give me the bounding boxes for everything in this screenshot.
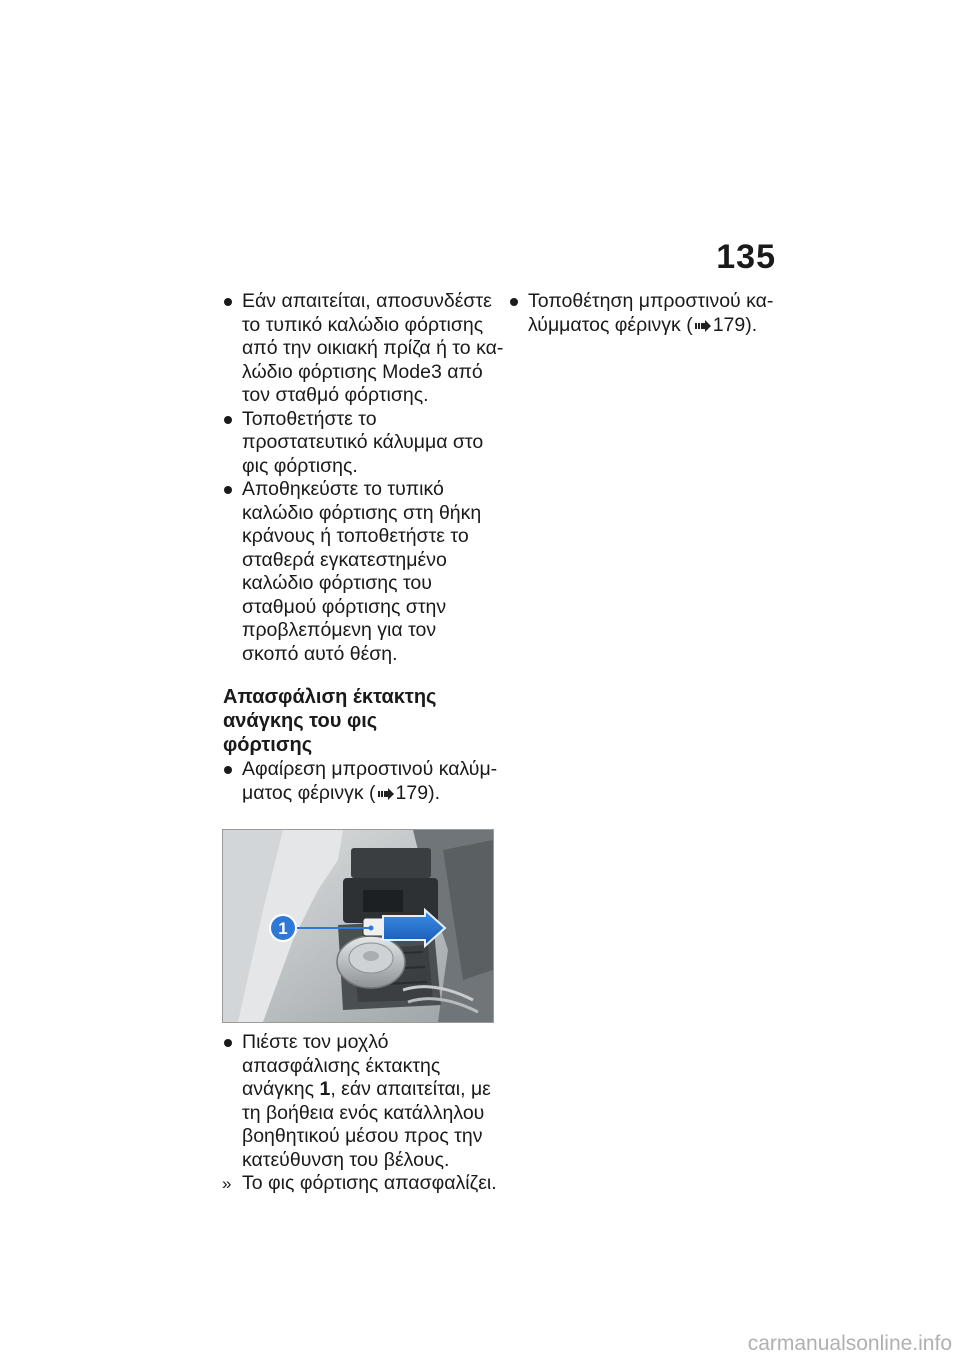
- list-item: [222, 478, 492, 666]
- list-item: [222, 408, 504, 479]
- step-text-after: , εάν απαιτείται, με τη βοήθεια ενός κατάλληλου βοηθητικού μέσου προς την κατεύθυνση του βέλους.: [242, 1078, 491, 1171]
- step-reference-number: 1: [319, 1078, 331, 1100]
- ref-text-after: ).: [745, 313, 758, 336]
- list-item: [222, 290, 504, 408]
- bullet-icon: [224, 416, 232, 424]
- ref-page-number[interactable]: 179: [395, 781, 429, 804]
- list-item-text: Τοποθετήστε το προστατευτικό κάλυμμα στο φις φόρτισης.: [242, 407, 484, 477]
- result-marker-icon: »: [222, 1174, 232, 1193]
- bullet-icon: [224, 486, 232, 494]
- step-text-before: Πιέστε τον μοχλό απασφάλισης έκτακτης ανάγκης: [242, 1031, 441, 1100]
- list-item: [222, 1031, 497, 1172]
- bullet-icon: [224, 1039, 232, 1047]
- ref-text-before: Τοποθέτηση μπροστινού κα-λύμματος φέρινγκ (: [528, 290, 774, 336]
- callout-label: 1: [278, 919, 288, 938]
- photo-illustration: [223, 830, 493, 1022]
- page-reference-arrow-icon: [378, 788, 394, 800]
- result-item: [222, 1172, 504, 1196]
- charging-plug-release-illustration: [222, 829, 494, 1023]
- left-column: [222, 290, 504, 1196]
- bullet-icon: [224, 298, 232, 306]
- bullet-icon: [510, 298, 518, 306]
- list-item: [508, 290, 778, 337]
- ref-text-before: Αφαίρεση μπροστινού καλύμ-ματος φέρινγκ (: [242, 758, 498, 804]
- list-item-text: Αποθηκεύστε το τυπικό καλώδιο φόρτισης στη θήκη κράνους ή τοποθετήστε το σταθερά εγκατεστημένο καλώδιο φόρτισης του σταθμού φόρτισης στην προβλεπόμενη για τον σκοπό αυτό θέση.: [242, 478, 482, 665]
- result-text: Το φις φόρτισης απασφαλίζει.: [242, 1172, 497, 1194]
- list-item: [222, 758, 504, 805]
- page-number: 135: [716, 238, 776, 276]
- section-heading: Απασφάλιση έκτακτης ανάγκης του φις φόρτισης: [223, 686, 437, 756]
- watermark: carmanualsonline.info: [747, 1332, 952, 1355]
- page-reference-arrow-icon: [695, 320, 711, 332]
- ref-text-after: ).: [428, 781, 440, 804]
- right-column: [508, 290, 774, 337]
- list-item-text: Εάν απαιτείται, αποσυνδέστε το τυπικό καλώδιο φόρτισης από την οικιακή πρίζα ή το κα-λώδιο φόρτισης Mode3 από τον σταθμό φόρτισης.: [242, 290, 504, 406]
- bullet-icon: [224, 766, 232, 774]
- ref-page-number[interactable]: 179: [712, 313, 746, 336]
